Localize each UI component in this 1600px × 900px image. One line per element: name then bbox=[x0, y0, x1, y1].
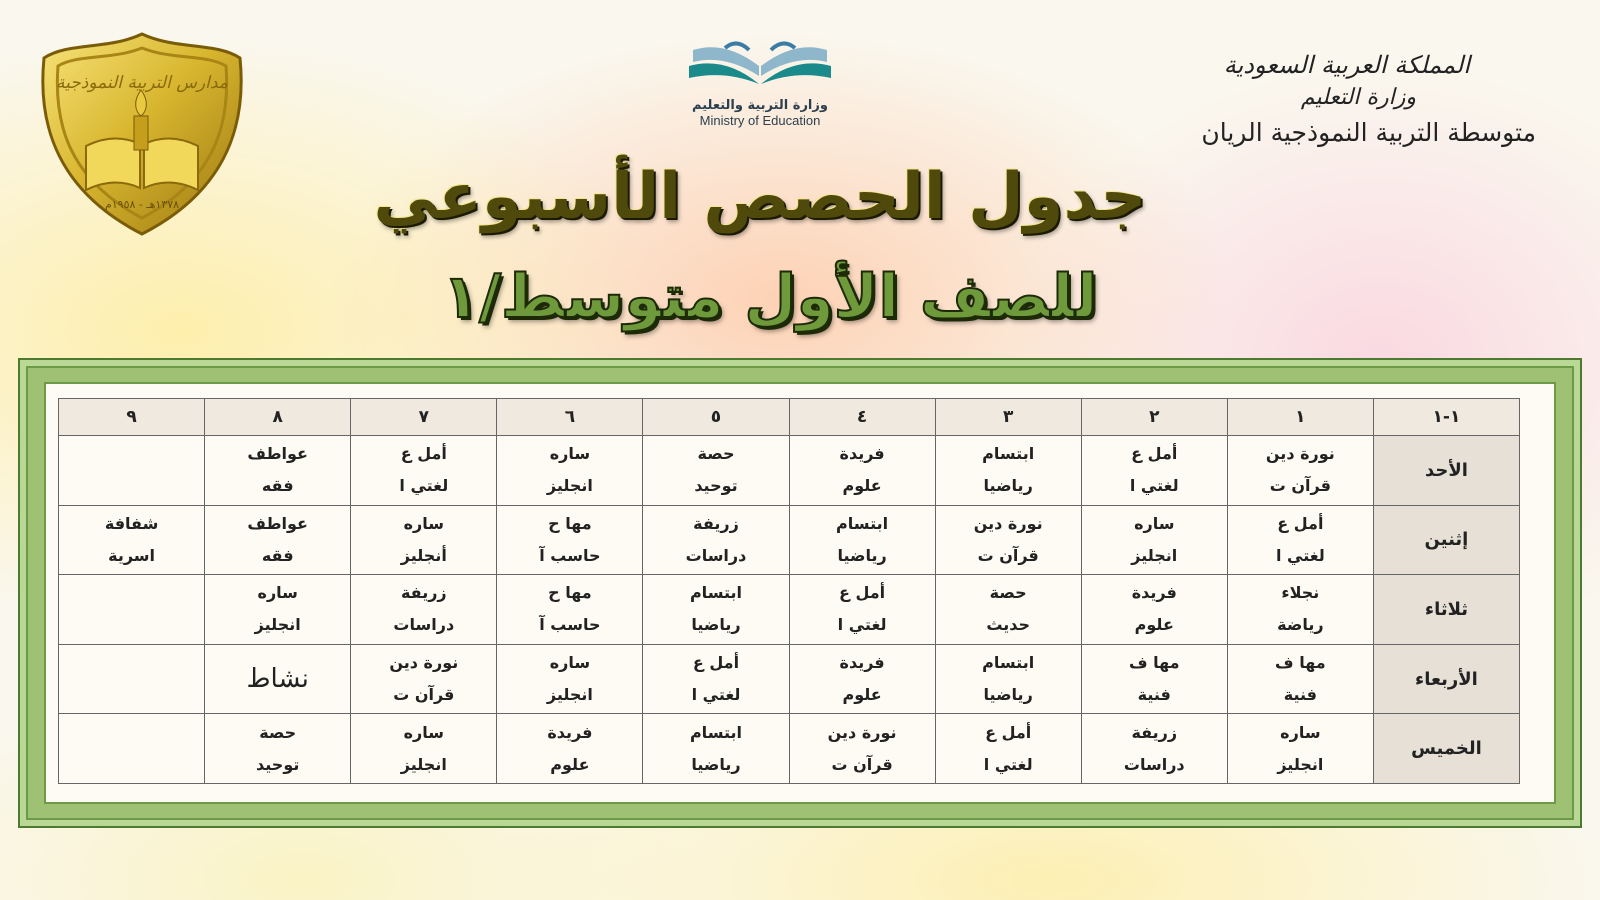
subject-name: علوم bbox=[842, 685, 882, 705]
period-header: ٥ bbox=[643, 399, 789, 436]
teacher-name: ابتسام bbox=[689, 722, 742, 742]
class-cell bbox=[497, 505, 643, 575]
class-cell bbox=[935, 436, 1081, 506]
subject-name: اسرية bbox=[108, 545, 156, 565]
teacher-name: حصة bbox=[697, 444, 735, 464]
teacher-name: زريفة bbox=[400, 583, 447, 603]
class-cell bbox=[643, 644, 789, 714]
subject-name: انجليز bbox=[400, 754, 447, 774]
subject-name: قرآن ت bbox=[1269, 476, 1331, 496]
class-cell bbox=[497, 575, 643, 645]
class-cell bbox=[935, 505, 1081, 575]
ministry-name: وزارة التعليم bbox=[1300, 85, 1416, 110]
class-cell bbox=[643, 714, 789, 784]
subject-name: علوم bbox=[1134, 615, 1174, 635]
teacher-name: أمل ع bbox=[1277, 513, 1324, 533]
subject-name: دراسات bbox=[393, 615, 455, 635]
class-cell bbox=[59, 505, 205, 575]
class-cell bbox=[1227, 575, 1373, 645]
class-cell bbox=[351, 505, 497, 575]
subject-name: حاسب آ bbox=[539, 545, 601, 565]
teacher-name: ابتسام bbox=[982, 444, 1035, 464]
subject-name: لغتي ا bbox=[691, 685, 741, 705]
subject-name: حاسب آ bbox=[539, 615, 601, 635]
class-cell bbox=[59, 575, 205, 645]
school-name: متوسطة التربية النموذجية الريان bbox=[1201, 118, 1536, 147]
period-header: ٣ bbox=[935, 399, 1081, 436]
subject-name: قرآن ت bbox=[977, 545, 1039, 565]
class-cell bbox=[1081, 714, 1227, 784]
ministry-logo bbox=[680, 36, 840, 140]
teacher-name: ساره bbox=[1280, 722, 1321, 742]
teacher-name: فريدة bbox=[839, 444, 885, 464]
class-cell bbox=[59, 644, 205, 714]
subject-name: لغتي ا bbox=[1129, 476, 1179, 496]
subject-name: رياضيا bbox=[983, 685, 1033, 705]
ministry-logo-english: Ministry of Education bbox=[699, 113, 821, 128]
class-cell bbox=[59, 714, 205, 784]
class-cell bbox=[643, 575, 789, 645]
class-cell bbox=[789, 505, 935, 575]
teacher-name: عواطف bbox=[247, 444, 308, 464]
teacher-name: ابتسام bbox=[689, 583, 742, 603]
ministry-book-icon bbox=[685, 36, 835, 98]
day-label: إثنين bbox=[1373, 505, 1519, 575]
class-cell bbox=[351, 436, 497, 506]
subject-name: علوم bbox=[842, 476, 882, 496]
teacher-name: مها ح bbox=[548, 583, 592, 603]
day-label: الأحد bbox=[1373, 436, 1519, 506]
page-title: جدول الحصص الأسبوعي bbox=[373, 160, 1147, 234]
teacher-name: أمل ع bbox=[838, 583, 886, 603]
badge-years: ١٣٧٨هـ - ١٩٥٨م bbox=[104, 198, 180, 211]
table-row bbox=[59, 436, 1520, 506]
teacher-name: مها ف bbox=[1128, 653, 1180, 673]
teacher-name: زريفة bbox=[1131, 722, 1178, 742]
badge-text: مدارس التربية النموذجية bbox=[56, 73, 228, 93]
teacher-name: شفافة bbox=[104, 513, 159, 533]
teacher-name: حصة bbox=[989, 583, 1027, 603]
subject-name: رياضيا bbox=[691, 615, 741, 635]
teacher-name: زريفة bbox=[693, 513, 739, 533]
subject-name: فنية bbox=[1283, 685, 1317, 705]
class-cell bbox=[205, 714, 351, 784]
class-cell bbox=[789, 575, 935, 645]
class-cell bbox=[1227, 644, 1373, 714]
day-label: الأربعاء bbox=[1373, 644, 1519, 714]
teacher-name: فريدة bbox=[1131, 583, 1177, 603]
table-row bbox=[59, 575, 1520, 645]
subject-name: دراسات bbox=[1123, 754, 1185, 774]
day-label: الخميس bbox=[1373, 714, 1519, 784]
teacher-name: ساره bbox=[403, 513, 444, 533]
class-cell bbox=[935, 575, 1081, 645]
subject-name: قرآن ت bbox=[393, 685, 455, 705]
subject-name: لغتي ا bbox=[983, 754, 1033, 774]
subject-name: رياضيا bbox=[983, 476, 1033, 496]
subject-name: علوم bbox=[550, 754, 590, 774]
class-cell bbox=[789, 644, 935, 714]
table-row bbox=[59, 644, 1520, 714]
teacher-name: نورة دين bbox=[827, 722, 897, 742]
teacher-name: نورة دين bbox=[973, 513, 1043, 533]
class-cell bbox=[351, 575, 497, 645]
subject-name: لغتي ا bbox=[837, 615, 887, 635]
table-header-row bbox=[59, 399, 1520, 436]
teacher-name: أمل ع bbox=[1131, 444, 1178, 464]
ministry-logo-arabic: وزارة التربية والتعليم bbox=[692, 98, 828, 113]
class-cell bbox=[351, 644, 497, 714]
teacher-name: عواطف bbox=[247, 513, 308, 533]
subject-name: انجليز bbox=[546, 476, 593, 496]
teacher-name: ساره bbox=[1134, 513, 1175, 533]
subject-name: انجليز bbox=[254, 615, 301, 635]
period-header: ٨ bbox=[205, 399, 351, 436]
teacher-name: ساره bbox=[549, 653, 591, 673]
class-cell bbox=[1227, 714, 1373, 784]
teacher-name: فريدة bbox=[547, 722, 593, 742]
table-row bbox=[59, 714, 1520, 784]
class-cell bbox=[1081, 436, 1227, 506]
class-cell bbox=[497, 714, 643, 784]
table-row bbox=[59, 505, 1520, 575]
subject-name: فنية bbox=[1137, 685, 1171, 705]
teacher-name: ابتسام bbox=[836, 513, 889, 533]
teacher-name: ساره bbox=[549, 444, 591, 464]
period-header: ٩ bbox=[59, 399, 205, 436]
period-header: ٢ bbox=[1081, 399, 1227, 436]
period-header: ٧ bbox=[351, 399, 497, 436]
period-header: ٦ bbox=[497, 399, 643, 436]
teacher-name: ابتسام bbox=[982, 653, 1035, 673]
class-cell bbox=[497, 436, 643, 506]
period-header: ١ bbox=[1227, 399, 1373, 436]
class-cell bbox=[935, 644, 1081, 714]
subject-name: لغتي ا bbox=[399, 476, 449, 496]
teacher-name: نورة دين bbox=[389, 653, 459, 673]
teacher-name: مها ف bbox=[1275, 653, 1326, 673]
subject-name: رياضة bbox=[1277, 615, 1324, 635]
teacher-name: أمل ع bbox=[692, 653, 740, 673]
class-cell bbox=[643, 436, 789, 506]
schedule-frame bbox=[18, 358, 1582, 828]
class-cell bbox=[205, 505, 351, 575]
subject-name: انجليز bbox=[1131, 545, 1178, 565]
teacher-name: أمل ع bbox=[985, 722, 1032, 742]
class-cell bbox=[789, 714, 935, 784]
class-cell bbox=[1081, 644, 1227, 714]
day-label: ثلاثاء bbox=[1373, 575, 1519, 645]
subject-name: رياضيا bbox=[837, 545, 887, 565]
subject-name: انجليز bbox=[546, 685, 593, 705]
teacher-name: نورة دين bbox=[1265, 444, 1335, 464]
header-text-block bbox=[1116, 48, 1536, 152]
subject-name: لغتي ا bbox=[1275, 545, 1325, 565]
class-cell bbox=[351, 714, 497, 784]
class-cell bbox=[1081, 575, 1227, 645]
activity-cell: نشاط bbox=[205, 644, 351, 714]
subject-name: دراسات bbox=[685, 545, 747, 565]
class-cell bbox=[935, 714, 1081, 784]
page-subtitle: للصف الأول متوسط/١ bbox=[442, 262, 1098, 332]
class-cell bbox=[1081, 505, 1227, 575]
kingdom-name: المملكة العربية السعودية bbox=[1223, 51, 1470, 79]
schedule-panel bbox=[44, 382, 1556, 804]
class-cell bbox=[643, 505, 789, 575]
class-cell bbox=[205, 436, 351, 506]
class-cell bbox=[205, 575, 351, 645]
teacher-name: ساره bbox=[403, 722, 444, 742]
subject-name: حديث bbox=[986, 615, 1031, 635]
class-cell bbox=[1227, 436, 1373, 506]
school-badge-logo bbox=[36, 28, 248, 240]
subject-name: انجليز bbox=[1277, 754, 1324, 774]
schedule-table bbox=[58, 398, 1520, 784]
subject-name: توحيد bbox=[694, 476, 738, 496]
subject-name: فقه bbox=[261, 545, 294, 565]
class-cell bbox=[1227, 505, 1373, 575]
subject-name: قرآن ت bbox=[831, 754, 893, 774]
class-cell bbox=[59, 436, 205, 506]
subject-name: رياضيا bbox=[691, 754, 741, 774]
teacher-name: نجلاء bbox=[1281, 583, 1320, 603]
teacher-name: ساره bbox=[257, 583, 298, 603]
subject-name: أنجليز bbox=[400, 545, 447, 565]
corner-cell: ١-١ bbox=[1373, 399, 1519, 436]
teacher-name: مها ح bbox=[548, 513, 592, 533]
subject-name: توحيد bbox=[256, 754, 300, 774]
class-cell bbox=[789, 436, 935, 506]
class-cell bbox=[497, 644, 643, 714]
subject-name: فقه bbox=[261, 476, 294, 496]
teacher-name: أمل ع bbox=[400, 444, 447, 464]
teacher-name: حصة bbox=[259, 722, 297, 742]
teacher-name: فريدة bbox=[839, 653, 885, 673]
period-header: ٤ bbox=[789, 399, 935, 436]
